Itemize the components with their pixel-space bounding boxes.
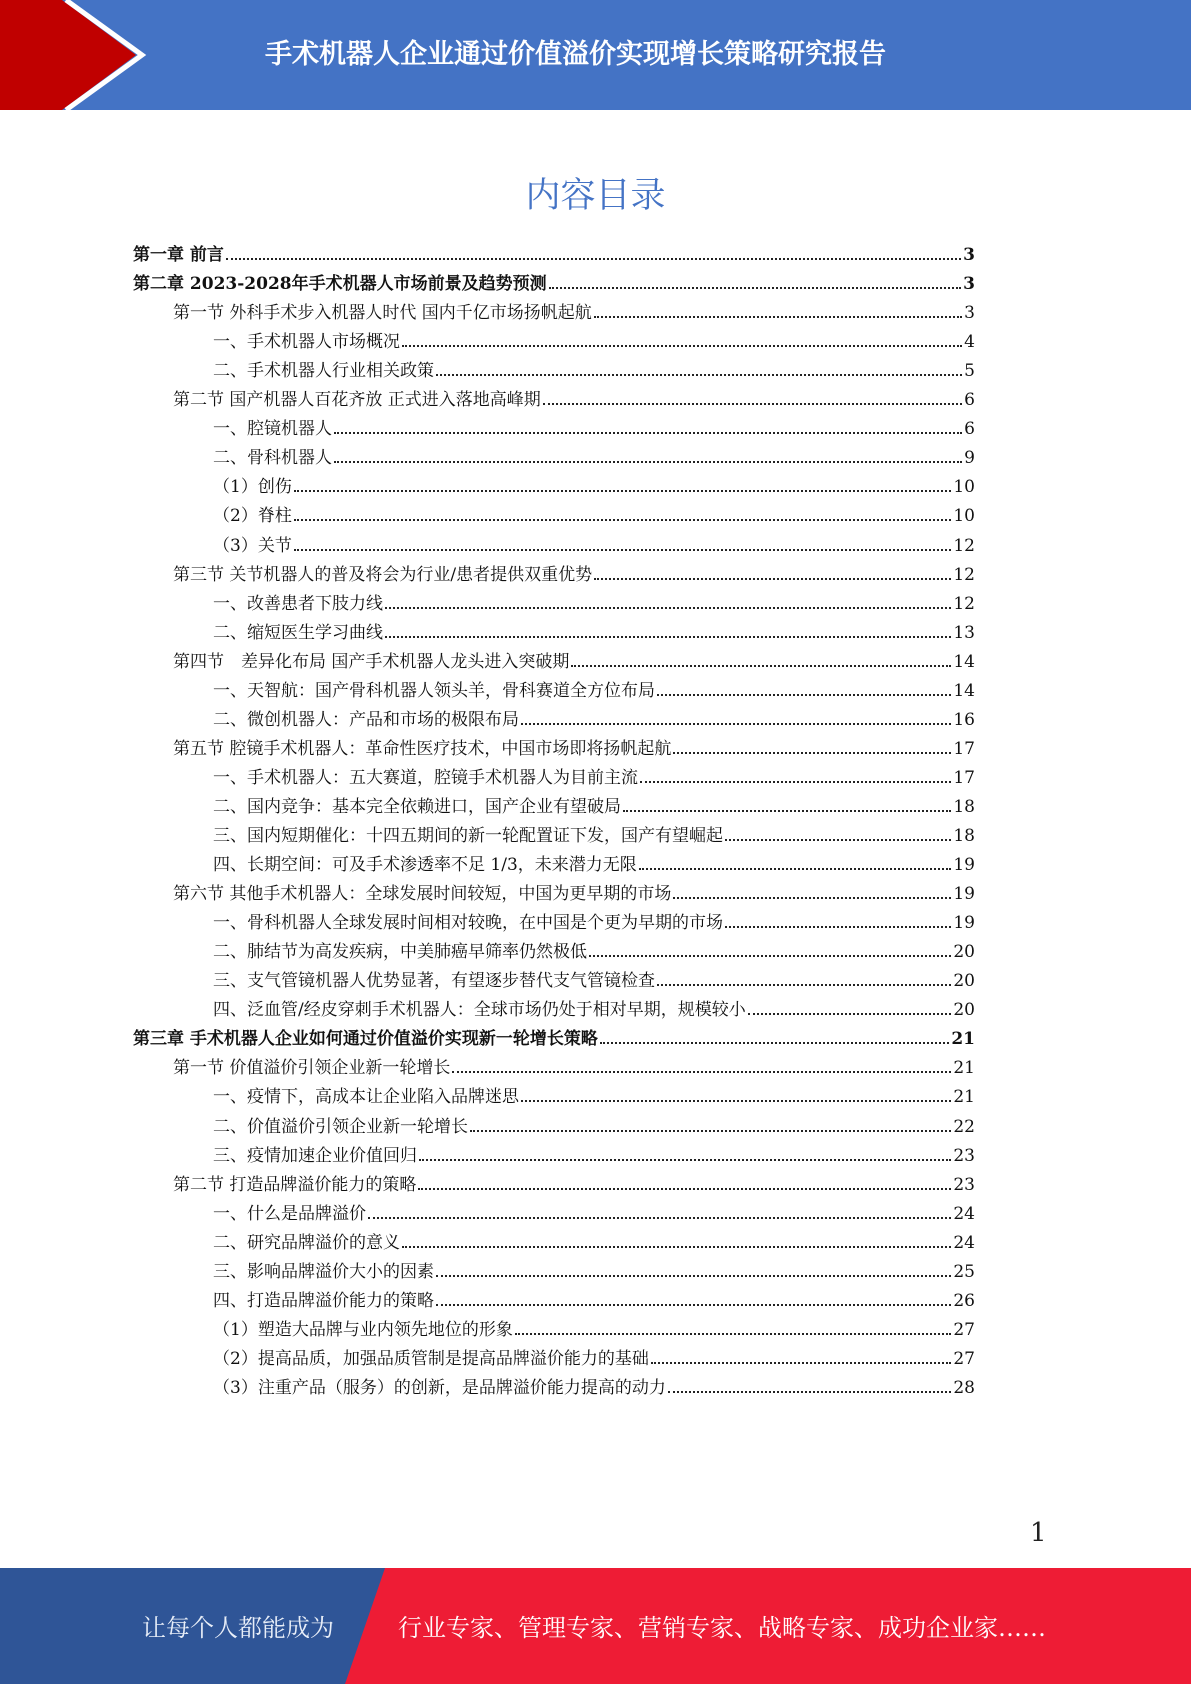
toc-entry-page: 18 xyxy=(953,796,975,817)
toc-entry[interactable] xyxy=(173,730,975,759)
toc-entry[interactable] xyxy=(213,527,975,556)
page-number: 1 xyxy=(1030,1518,1047,1548)
toc-entry-title: 第三节 关节机器人的普及将会为行业/患者提供双重优势 xyxy=(173,564,593,585)
dot-leader xyxy=(436,1275,951,1277)
toc-entry-title: （1）塑造大品牌与业内领先地位的形象 xyxy=(213,1319,513,1340)
toc-entry-page: 20 xyxy=(953,942,975,963)
toc-entry-page: 23 xyxy=(953,1145,975,1166)
dot-leader xyxy=(385,607,951,609)
toc-entry-page: 28 xyxy=(953,1377,975,1398)
toc-entry[interactable] xyxy=(213,614,975,643)
toc-entry-title: （2）脊柱 xyxy=(213,506,292,527)
toc-entry-title: 四、长期空间：可及手术渗透率不足 1/3，未来潜力无限 xyxy=(213,855,637,876)
report-title: 手术机器人企业通过价值溢价实现增长策略研究报告 xyxy=(265,39,886,70)
toc-entry[interactable] xyxy=(213,1108,975,1137)
dot-leader xyxy=(436,1304,951,1306)
toc-entry-title: 三、疫情加速企业价值回归 xyxy=(213,1145,417,1166)
dot-leader xyxy=(294,490,952,492)
toc-entry-title: 三、国内短期催化：十四五期间的新一轮配置证下发，国产有望崛起 xyxy=(213,826,723,846)
toc-entry[interactable] xyxy=(133,236,975,265)
dot-leader xyxy=(589,955,951,957)
toc-entry-title: （3）注重产品（服务）的创新，是品牌溢价能力提高的动力 xyxy=(213,1377,666,1398)
toc-entry-title: 三、支气管镜机器人优势显著，有望逐步替代支气管镜检查 xyxy=(213,971,655,992)
dot-leader xyxy=(651,1362,952,1364)
dot-leader xyxy=(402,345,962,347)
dot-leader xyxy=(419,1159,951,1161)
toc-entry-title: （2）提高品质，加强品质管制是提高品牌溢价能力的基础 xyxy=(213,1348,649,1369)
toc-entry[interactable] xyxy=(213,410,975,439)
toc-entry-title: 第一节 外科手术步入机器人时代 国内千亿市场扬帆起航 xyxy=(173,303,592,324)
dot-leader xyxy=(657,984,951,986)
toc-entry-title: 四、打造品牌溢价能力的策略 xyxy=(213,1290,434,1311)
red-chevron-decoration xyxy=(0,0,160,110)
toc-entry-title: 第五节 腔镜手术机器人：革命性医疗技术，中国市场即将扬帆起航 xyxy=(173,738,672,759)
dot-leader xyxy=(334,432,962,434)
toc-entry-page: 24 xyxy=(953,1203,975,1224)
toc-entry-title: 二、国内竞争：基本完全依赖进口，国产企业有望破局 xyxy=(213,796,621,817)
dot-leader xyxy=(294,549,952,551)
toc-entry[interactable] xyxy=(213,933,975,962)
toc-entry-page: 12 xyxy=(953,535,975,556)
toc-entry-page: 26 xyxy=(953,1290,975,1311)
toc-entry-page: 17 xyxy=(953,767,975,788)
toc-entry[interactable] xyxy=(173,643,975,672)
toc-entry-page: 25 xyxy=(953,1261,975,1282)
dot-leader xyxy=(673,897,951,899)
toc-entry[interactable] xyxy=(213,904,975,933)
toc-entry-title: 二、研究品牌溢价的意义 xyxy=(213,1232,400,1253)
toc-entry-title: 第三章 手术机器人企业如何通过价值溢价实现新一轮增长策略 xyxy=(133,1029,598,1050)
toc-entry-title: 三、影响品牌溢价大小的因素 xyxy=(213,1261,434,1282)
toc-entry[interactable] xyxy=(213,1253,975,1282)
toc-entry-page: 14 xyxy=(953,680,975,701)
toc-entry-page: 17 xyxy=(953,738,975,759)
dot-leader xyxy=(334,461,962,463)
toc-entry-title: 二、肺结节为高发疾病，中美肺癌早筛率仍然极低 xyxy=(213,942,587,963)
toc-entry-title: 二、微创机器人：产品和市场的极限布局 xyxy=(213,709,519,730)
toc-entry-title: 一、手术机器人市场概况 xyxy=(213,332,400,353)
toc-entry-page: 4 xyxy=(964,332,975,353)
toc-entry-page: 6 xyxy=(964,390,975,411)
toc-entry-title: 二、缩短医生学习曲线 xyxy=(213,622,383,643)
toc-entry[interactable] xyxy=(213,991,975,1020)
toc-entry-page: 12 xyxy=(953,564,975,585)
toc-entry-page: 3 xyxy=(963,245,975,265)
dot-leader xyxy=(748,1013,952,1015)
toc-entry-title: （1）创伤 xyxy=(213,477,292,498)
footer-slogan-right: 行业专家、管理专家、营销专家、战略专家、成功企业家…… xyxy=(398,1614,1046,1642)
footer-banner xyxy=(0,1568,1191,1684)
toc-entry[interactable] xyxy=(213,846,975,875)
toc-entry-title: 一、腔镜机器人 xyxy=(213,419,332,440)
toc-entry-page: 13 xyxy=(953,622,975,643)
toc-entry[interactable] xyxy=(173,875,975,904)
dot-leader xyxy=(452,1071,951,1073)
toc-entry[interactable] xyxy=(213,585,975,614)
toc-entry-title: 一、改善患者下肢力线 xyxy=(213,593,383,614)
dot-leader xyxy=(226,258,961,260)
toc-entry-page: 27 xyxy=(953,1348,975,1369)
toc-entry-title: 第二章 2023-2028年手术机器人市场前景及趋势预测 xyxy=(133,274,547,295)
toc-entry[interactable] xyxy=(213,701,975,730)
toc-entry-page: 10 xyxy=(953,477,975,498)
toc-entry[interactable] xyxy=(213,817,975,846)
toc-entry[interactable] xyxy=(213,1340,975,1369)
toc-entry[interactable] xyxy=(213,672,975,701)
dot-leader xyxy=(725,839,951,841)
toc-entry-page: 19 xyxy=(953,855,975,876)
toc-entry-title: 第二节 打造品牌溢价能力的策略 xyxy=(173,1174,417,1195)
dot-leader xyxy=(657,694,951,696)
toc-entry[interactable] xyxy=(213,788,975,817)
toc-entry-title: 第六节 其他手术机器人：全球发展时间较短，中国为更早期的市场 xyxy=(173,884,672,905)
toc-entry[interactable] xyxy=(213,497,975,526)
dot-leader xyxy=(418,1188,951,1190)
dot-leader xyxy=(571,665,951,667)
dot-leader xyxy=(725,926,951,928)
dot-leader xyxy=(515,1333,952,1335)
toc-entry-page: 3 xyxy=(963,274,975,295)
toc-entry-title: 第一节 价值溢价引领企业新一轮增长 xyxy=(173,1058,451,1079)
dot-leader xyxy=(436,374,962,376)
toc-entry[interactable] xyxy=(213,1078,975,1107)
toc-entry-page: 21 xyxy=(953,1058,975,1079)
toc-entry-title: 一、什么是品牌溢价 xyxy=(213,1203,366,1224)
toc-entry[interactable] xyxy=(213,468,975,497)
toc-entry-title: 一、天智航：国产骨科机器人领头羊，骨科赛道全方位布局 xyxy=(213,680,655,701)
toc-entry[interactable] xyxy=(173,556,975,585)
dot-leader xyxy=(470,1130,951,1132)
dot-leader xyxy=(521,1100,951,1102)
dot-leader xyxy=(385,636,951,638)
toc-entry-page: 5 xyxy=(964,361,975,382)
dot-leader xyxy=(368,1217,951,1219)
dot-leader xyxy=(623,810,951,812)
toc-entry-page: 16 xyxy=(953,709,975,730)
toc-entry-page: 20 xyxy=(953,1000,975,1021)
toc-entry-title: 第二节 国产机器人百花齐放 正式进入落地高峰期 xyxy=(173,390,541,411)
dot-leader xyxy=(639,868,952,870)
toc-entry-page: 20 xyxy=(953,971,975,992)
toc-entry-page: 21 xyxy=(953,1087,975,1108)
dot-leader xyxy=(543,403,962,405)
toc-entry-page: 24 xyxy=(953,1232,975,1253)
toc-entry[interactable] xyxy=(213,439,975,468)
toc-entry-title: 四、泛血管/经皮穿刺手术机器人：全球市场仍处于相对早期，规模较小 xyxy=(213,1000,746,1021)
toc-entry-page: 23 xyxy=(953,1174,975,1195)
dot-leader xyxy=(294,519,952,521)
toc-entry-page: 6 xyxy=(964,419,975,440)
toc-entry[interactable] xyxy=(173,1049,975,1078)
toc-entry-page: 3 xyxy=(964,303,975,324)
toc-entry-page: 27 xyxy=(953,1319,975,1340)
toc-entry-page: 21 xyxy=(951,1029,975,1050)
toc-entry-page: 22 xyxy=(953,1116,975,1137)
dot-leader xyxy=(402,1246,951,1248)
toc-entry-page: 19 xyxy=(953,913,975,934)
dot-leader xyxy=(600,1042,949,1044)
header-banner xyxy=(0,0,1191,110)
dot-leader xyxy=(668,1391,952,1393)
toc-entry-title: （3）关节 xyxy=(213,535,292,556)
toc-entry-title: 第四节 差异化布局 国产手术机器人龙头进入突破期 xyxy=(173,651,570,672)
dot-leader xyxy=(549,287,962,289)
toc-entry-page: 18 xyxy=(953,826,975,846)
dot-leader xyxy=(640,781,951,783)
toc-entry[interactable] xyxy=(173,1166,975,1195)
footer-slogan-left: 让每个人都能成为 xyxy=(142,1614,334,1642)
toc-entry-page: 9 xyxy=(964,448,975,469)
dot-leader xyxy=(673,752,951,754)
toc-entry-title: 二、价值溢价引领企业新一轮增长 xyxy=(213,1116,468,1137)
toc-heading: 内容目录 xyxy=(525,176,666,216)
toc-entry-title: 一、骨科机器人全球发展时间相对较晚，在中国是个更为早期的市场 xyxy=(213,913,723,934)
toc-entry-page: 10 xyxy=(953,506,975,527)
toc-entry[interactable] xyxy=(213,1224,975,1253)
toc-entry[interactable] xyxy=(213,352,975,381)
toc-entry[interactable] xyxy=(213,1282,975,1311)
dot-leader xyxy=(521,723,951,725)
toc-entry-title: 第一章 前言 xyxy=(133,245,224,265)
toc-entry-page: 14 xyxy=(953,651,975,672)
toc-entry[interactable] xyxy=(213,759,975,788)
toc-entry[interactable] xyxy=(133,1020,975,1049)
dot-leader xyxy=(594,316,962,318)
toc-entry[interactable] xyxy=(213,1137,975,1166)
toc-entry[interactable] xyxy=(173,381,975,410)
toc-entry[interactable] xyxy=(173,294,975,323)
toc-entry[interactable] xyxy=(133,265,975,294)
toc-entry[interactable] xyxy=(213,962,975,991)
toc-entry-title: 二、手术机器人行业相关政策 xyxy=(213,361,434,382)
toc-entry[interactable] xyxy=(213,1311,975,1340)
toc-entry-page: 12 xyxy=(953,593,975,614)
toc-entry-title: 二、骨科机器人 xyxy=(213,448,332,469)
toc-entry-title: 一、疫情下，高成本让企业陷入品牌迷思 xyxy=(213,1087,519,1108)
toc-entry[interactable] xyxy=(213,1195,975,1224)
toc-entry[interactable] xyxy=(213,323,975,352)
toc-entry-title: 一、手术机器人：五大赛道，腔镜手术机器人为目前主流 xyxy=(213,767,638,788)
toc-entry-page: 19 xyxy=(953,884,975,905)
dot-leader xyxy=(594,578,951,580)
toc-entry[interactable] xyxy=(213,1369,975,1398)
